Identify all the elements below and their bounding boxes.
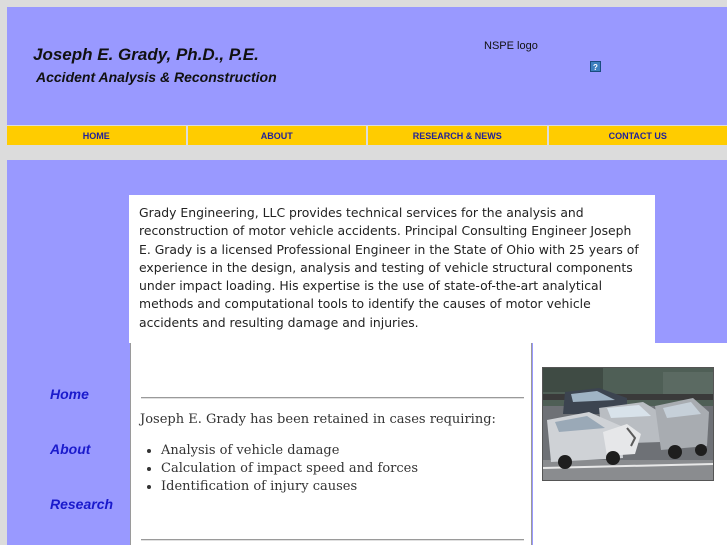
site-name: Joseph E. Grady, Ph.D., P.E. bbox=[33, 45, 259, 64]
top-nav bbox=[7, 126, 727, 145]
sidebar-link-about[interactable]: About bbox=[50, 441, 91, 457]
sidebar-link-home[interactable]: Home bbox=[50, 386, 89, 402]
list-item: • Identification of injury causes bbox=[161, 478, 418, 496]
sidebar-link-research[interactable]: Research bbox=[50, 496, 114, 512]
broken-image-icon: ? bbox=[590, 61, 601, 72]
crash-photo-image bbox=[543, 368, 713, 480]
site-header bbox=[7, 7, 727, 125]
content-column bbox=[130, 343, 532, 545]
nav-home[interactable]: HOME bbox=[7, 126, 186, 145]
nspe-logo-alt-text: NSPE logo bbox=[484, 40, 538, 52]
divider-bottom bbox=[141, 539, 524, 541]
divider-top bbox=[141, 397, 524, 399]
list-item: • Calculation of impact speed and forces bbox=[161, 460, 418, 478]
list-item: • Analysis of vehicle damage bbox=[161, 442, 418, 460]
intro-paragraph: Grady Engineering, LLC provides technical services for the analysis and reconstruction of motor vehicle accidents. Principal Consulting Engineer Joseph E. Grady is a licensed Professional Engineer in the State of Ohio with 25 years of experience in the design, analysis and testing of vehicle structural components under impact loading. His expertise is the use of state-of-the-art analytical methods and computational tools to identify the causes of motor vehicle accidents and resulting damage and injuries. bbox=[129, 195, 655, 343]
nav-contact-us[interactable]: CONTACT US bbox=[549, 126, 727, 145]
nav-research-news[interactable]: RESEARCH & NEWS bbox=[368, 126, 547, 145]
crash-photo bbox=[542, 367, 714, 481]
site-subtitle: Accident Analysis & Reconstruction bbox=[36, 69, 277, 85]
retained-heading: Joseph E. Grady has been retained in cases requiring: bbox=[140, 412, 496, 427]
nav-about[interactable]: ABOUT bbox=[188, 126, 367, 145]
photo-column bbox=[533, 343, 727, 545]
services-list bbox=[140, 442, 418, 496]
